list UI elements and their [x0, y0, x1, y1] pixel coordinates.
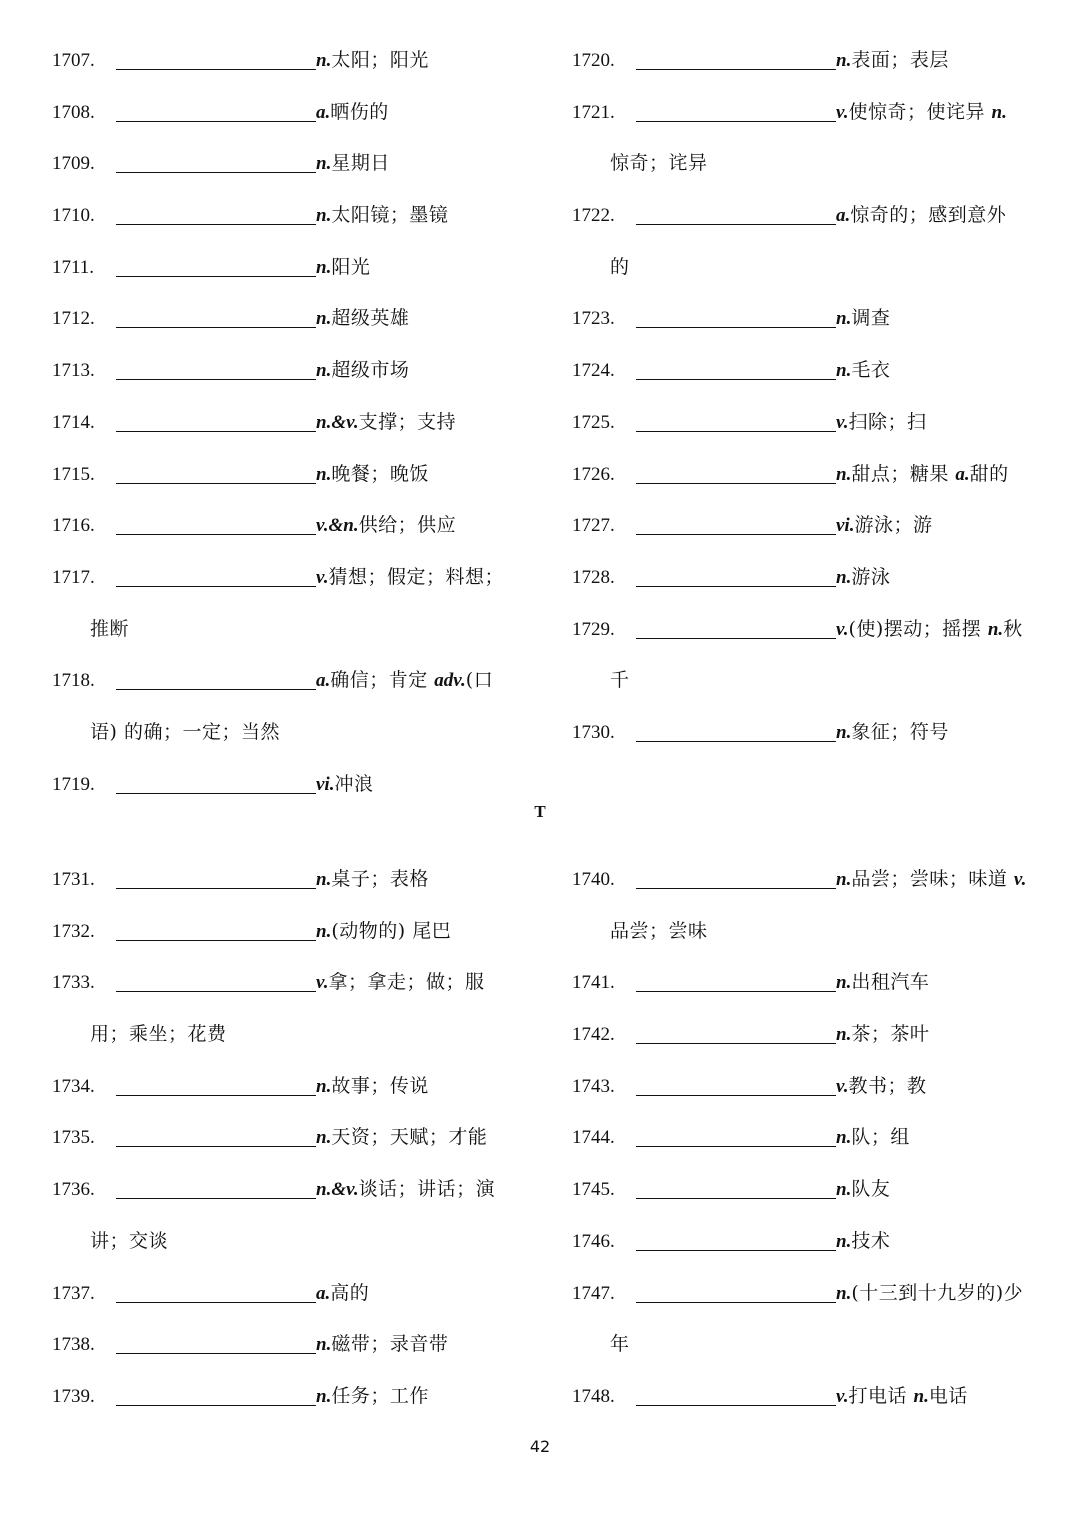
definition: 冲浪	[334, 772, 374, 795]
part-of-speech: a.	[316, 670, 331, 692]
entry-number: 1735.	[52, 1127, 95, 1149]
vocab-entry	[572, 201, 1042, 253]
vocab-entry	[52, 563, 522, 615]
definition: 故事；传说	[331, 1074, 429, 1097]
entry-number: 1740.	[572, 869, 615, 890]
entry-number: 1720.	[572, 50, 615, 71]
part-of-speech: n.	[316, 308, 332, 330]
entry-number: 1721.	[572, 101, 615, 123]
entry-number: 1711.	[52, 256, 95, 278]
answer-blank[interactable]	[636, 1280, 836, 1303]
vocab-entry	[572, 408, 1042, 460]
answer-blank[interactable]	[636, 1021, 836, 1044]
entry-number: 1717.	[52, 566, 95, 588]
entry-number: 1718.	[52, 670, 95, 692]
part-of-speech-2: n.	[991, 101, 1007, 123]
entry-number: 1734.	[52, 1075, 95, 1097]
vocab-entry	[52, 460, 522, 512]
definition: 出租汽车	[851, 971, 930, 994]
part-of-speech: n.	[836, 721, 852, 743]
vocab-entry	[572, 1175, 1042, 1227]
answer-blank[interactable]	[636, 1383, 836, 1406]
vocab-entry	[572, 1227, 1042, 1279]
answer-blank[interactable]	[636, 1228, 836, 1251]
part-of-speech: n.	[316, 1127, 332, 1149]
answer-blank[interactable]	[636, 1124, 836, 1147]
definition: 游泳；游	[854, 514, 933, 537]
definition-2: 甜的	[969, 462, 1009, 485]
definition: 星期日	[331, 152, 390, 175]
entry-continuation	[572, 253, 1042, 305]
answer-blank[interactable]	[116, 969, 316, 992]
entry-number: 1746.	[572, 1230, 615, 1252]
part-of-speech: n.	[836, 869, 852, 890]
part-of-speech: a.	[316, 101, 331, 123]
vocab-entry	[52, 149, 522, 201]
vocab-entry	[572, 968, 1042, 1020]
part-of-speech: n.	[316, 256, 332, 278]
entry-number: 1736.	[52, 1179, 95, 1201]
entry-continuation	[572, 149, 1042, 201]
answer-blank[interactable]	[116, 512, 316, 535]
entry-number: 1723.	[572, 308, 615, 330]
vocab-entry	[52, 511, 522, 563]
definition: 阳光	[331, 255, 371, 278]
vocab-entry	[52, 865, 522, 917]
definition-2: 秋	[1003, 617, 1023, 640]
answer-blank[interactable]	[636, 202, 836, 225]
definition: 表面；表层	[851, 49, 949, 71]
definition: 高的	[330, 1281, 370, 1304]
vocab-entry	[572, 865, 1042, 917]
vocab-entry	[52, 408, 522, 460]
entry-number: 1733.	[52, 972, 95, 994]
vocab-entry	[572, 98, 1042, 150]
definition: 晒伤的	[330, 100, 389, 123]
definition: 确信；肯定	[330, 669, 435, 692]
definition: 桌子；表格	[331, 868, 429, 890]
entry-number: 1745.	[572, 1179, 615, 1201]
entry-number: 1719.	[52, 773, 95, 795]
definition: 惊奇的；感到意外	[850, 204, 1007, 227]
entry-number: 1727.	[572, 515, 615, 537]
vocab-entry	[572, 1279, 1042, 1331]
vocab-entry	[572, 1123, 1042, 1175]
vocab-entry	[52, 304, 522, 356]
left-column	[52, 865, 522, 1434]
part-of-speech: v.	[836, 1385, 849, 1407]
page-number: 42	[529, 1437, 551, 1456]
vocab-entry	[572, 46, 1042, 98]
definition-continuation: 惊奇；诧异	[610, 152, 708, 175]
definition: 超级英雄	[331, 307, 410, 330]
answer-blank[interactable]	[116, 771, 316, 794]
definition: 任务；工作	[331, 1384, 429, 1407]
part-of-speech: n.	[316, 1385, 332, 1407]
part-of-speech: a.	[316, 1282, 331, 1304]
entry-number: 1743.	[572, 1075, 615, 1097]
answer-blank[interactable]	[116, 564, 316, 587]
vocab-entry	[52, 1123, 522, 1175]
entry-number: 1732.	[52, 920, 95, 942]
definition: 拿；拿走；做；服	[328, 971, 485, 994]
vocab-entry	[52, 1175, 522, 1227]
vocab-entry	[52, 356, 522, 408]
definition: 毛衣	[851, 359, 891, 382]
definition: 品尝；尝味；味道	[851, 868, 1014, 890]
entry-number: 1715.	[52, 463, 95, 485]
definition: 调查	[851, 307, 891, 330]
part-of-speech: n.	[316, 1334, 332, 1356]
answer-blank[interactable]	[636, 305, 836, 328]
part-of-speech: v.	[836, 411, 849, 433]
vocab-entry	[572, 1020, 1042, 1072]
answer-blank[interactable]	[636, 1073, 836, 1096]
answer-blank[interactable]	[636, 969, 836, 992]
entry-number: 1729.	[572, 618, 615, 640]
definition: 磁带；录音带	[331, 1333, 449, 1356]
definition-continuation: 的	[610, 255, 630, 278]
part-of-speech: n.	[836, 1179, 852, 1201]
entry-continuation	[52, 718, 522, 770]
entry-continuation	[572, 1330, 1042, 1382]
answer-blank[interactable]	[116, 254, 316, 277]
vocab-entry	[572, 356, 1042, 408]
answer-blank[interactable]	[116, 1176, 316, 1199]
answer-blank[interactable]	[116, 99, 316, 122]
entry-number: 1726.	[572, 463, 615, 485]
part-of-speech: n.	[316, 50, 332, 71]
vocab-entry	[52, 98, 522, 150]
definition-continuation: 年	[610, 1333, 630, 1356]
definition-continuation: 品尝；尝味	[610, 919, 708, 942]
definition: 超级市场	[331, 359, 410, 382]
definition: 晚餐；晚饭	[331, 462, 429, 485]
part-of-speech: v.	[836, 1075, 849, 1097]
answer-blank[interactable]	[636, 409, 836, 432]
definition: 猜想；假定；料想；	[328, 565, 504, 588]
definition: 技术	[851, 1229, 891, 1252]
entry-number: 1714.	[52, 411, 95, 433]
entry-continuation	[52, 1020, 522, 1072]
answer-blank[interactable]	[116, 1383, 316, 1406]
definition: 队友	[851, 1178, 891, 1201]
part-of-speech: n.	[836, 972, 852, 994]
vocab-entry	[52, 1382, 522, 1434]
vocab-entry	[52, 666, 522, 718]
vocab-entry	[572, 511, 1042, 563]
part-of-speech-2: adv.	[434, 670, 466, 692]
vocab-entry	[52, 917, 522, 969]
entry-continuation	[52, 615, 522, 667]
part-of-speech: n.	[316, 153, 332, 175]
definition: 扫除；扫	[848, 410, 927, 433]
entry-number: 1731.	[52, 869, 95, 890]
answer-blank[interactable]	[116, 866, 316, 889]
answer-blank[interactable]	[116, 1331, 316, 1354]
part-of-speech: n.	[836, 1230, 852, 1252]
part-of-speech: n.	[836, 463, 852, 485]
definition: 打电话	[848, 1384, 914, 1407]
vocab-entry	[572, 615, 1042, 667]
part-of-speech: v.	[836, 101, 849, 123]
answer-blank[interactable]	[636, 512, 836, 535]
entry-number: 1748.	[572, 1385, 615, 1407]
answer-blank[interactable]	[636, 47, 836, 70]
entry-number: 1713.	[52, 360, 95, 382]
entry-number: 1739.	[52, 1385, 95, 1407]
part-of-speech: v.	[316, 566, 329, 588]
definition: 太阳；阳光	[331, 49, 429, 71]
entry-number: 1716.	[52, 515, 95, 537]
entry-number: 1728.	[572, 566, 615, 588]
vocab-entry	[572, 718, 1042, 770]
right-column	[572, 46, 1042, 770]
part-of-speech: v.	[316, 972, 329, 994]
vocab-entry	[572, 563, 1042, 615]
part-of-speech: v.	[836, 618, 849, 640]
letter-heading: T	[534, 802, 546, 821]
definition: (动物的) 尾巴	[331, 919, 452, 942]
part-of-speech: vi.	[316, 773, 335, 795]
part-of-speech: n.	[316, 920, 332, 942]
definition: 茶；茶叶	[851, 1023, 930, 1046]
answer-blank[interactable]	[116, 1124, 316, 1147]
definition: 谈话；讲话；演	[358, 1178, 496, 1201]
entry-number: 1712.	[52, 308, 95, 330]
answer-blank[interactable]	[636, 719, 836, 742]
part-of-speech: a.	[836, 205, 851, 227]
definition: 太阳镜；墨镜	[331, 204, 449, 227]
answer-blank[interactable]	[116, 202, 316, 225]
answer-blank[interactable]	[116, 357, 316, 380]
entry-number: 1742.	[572, 1024, 615, 1046]
part-of-speech: n.	[836, 308, 852, 330]
vocab-entry	[572, 1382, 1042, 1434]
definition: 教书；教	[848, 1074, 927, 1097]
entry-number: 1707.	[52, 50, 95, 71]
answer-blank[interactable]	[116, 918, 316, 941]
definition: (使)摆动；摇摆	[848, 617, 988, 640]
definition: 供给；供应	[358, 514, 457, 537]
answer-blank[interactable]	[116, 409, 316, 432]
entry-number: 1737.	[52, 1282, 95, 1304]
definition: 队；组	[851, 1126, 910, 1149]
definition-continuation: 语) 的确；一定；当然	[90, 720, 280, 743]
part-of-speech: n.	[836, 1127, 852, 1149]
entry-number: 1738.	[52, 1334, 95, 1356]
entry-number: 1710.	[52, 205, 95, 227]
vocab-entry	[52, 46, 522, 98]
definition: 使惊奇；使诧异	[848, 100, 992, 123]
right-column	[572, 865, 1042, 1434]
part-of-speech: n.	[836, 50, 852, 71]
part-of-speech: vi.	[836, 515, 855, 537]
part-of-speech-2: a.	[955, 463, 970, 485]
entry-number: 1724.	[572, 360, 615, 382]
answer-blank[interactable]	[636, 1176, 836, 1199]
definition-2: (口	[465, 669, 494, 692]
part-of-speech-2: n.	[987, 618, 1004, 640]
vocab-entry	[572, 304, 1042, 356]
answer-blank[interactable]	[636, 357, 836, 380]
entry-continuation	[52, 1227, 522, 1279]
definition: (十三到十九岁的)少	[851, 1281, 1024, 1304]
part-of-speech: n.	[316, 869, 332, 890]
entry-number: 1730.	[572, 721, 615, 743]
entry-continuation	[572, 917, 1042, 969]
entry-continuation	[572, 666, 1042, 718]
definition: 天资；天赋；才能	[331, 1126, 488, 1149]
vocab-entry	[52, 1330, 522, 1382]
definition: 甜点；糖果	[851, 462, 956, 485]
part-of-speech: n.	[316, 205, 332, 227]
vocab-entry	[52, 1072, 522, 1124]
part-of-speech: n.	[836, 566, 852, 588]
entry-number: 1708.	[52, 101, 95, 123]
answer-blank[interactable]	[636, 866, 836, 889]
part-of-speech: n.	[836, 1024, 852, 1046]
answer-blank[interactable]	[116, 1073, 316, 1096]
answer-blank[interactable]	[636, 616, 836, 639]
entry-number: 1725.	[572, 411, 615, 433]
entry-number: 1747.	[572, 1282, 615, 1304]
definition-continuation: 用；乘坐；花费	[90, 1023, 227, 1046]
definition-continuation: 讲；交谈	[90, 1229, 169, 1252]
part-of-speech: n.	[316, 1075, 332, 1097]
definition: 象征；符号	[851, 720, 949, 743]
entry-number: 1709.	[52, 153, 95, 175]
vocab-entry	[52, 201, 522, 253]
definition-2: 电话	[928, 1384, 968, 1407]
answer-blank[interactable]	[636, 461, 836, 484]
left-column	[52, 46, 522, 821]
entry-number: 1741.	[572, 972, 615, 994]
vocab-entry	[52, 1279, 522, 1331]
answer-blank[interactable]	[636, 99, 836, 122]
vocab-entry	[572, 1072, 1042, 1124]
vocab-entry	[52, 253, 522, 305]
answer-blank[interactable]	[116, 47, 316, 70]
answer-blank[interactable]	[636, 564, 836, 587]
part-of-speech-2: v.	[1013, 869, 1027, 890]
vocab-entry	[572, 460, 1042, 512]
part-of-speech: n.	[836, 360, 852, 382]
definition: 支撑；支持	[358, 410, 457, 433]
answer-blank[interactable]	[116, 1280, 316, 1303]
answer-blank[interactable]	[116, 461, 316, 484]
definition-continuation: 推断	[90, 617, 130, 640]
answer-blank[interactable]	[116, 150, 316, 173]
definition: 游泳	[851, 565, 891, 588]
entry-number: 1744.	[572, 1127, 615, 1149]
definition-continuation: 千	[610, 669, 630, 692]
part-of-speech: n.&v.	[316, 411, 359, 433]
answer-blank[interactable]	[116, 667, 316, 690]
part-of-speech: n.	[316, 360, 332, 382]
entry-number: 1722.	[572, 205, 615, 227]
part-of-speech: n.	[836, 1282, 852, 1304]
part-of-speech: n.&v.	[316, 1179, 359, 1201]
part-of-speech: n.	[316, 463, 332, 485]
vocab-entry	[52, 968, 522, 1020]
part-of-speech-2: n.	[913, 1385, 929, 1407]
part-of-speech: v.&n.	[316, 515, 359, 537]
answer-blank[interactable]	[116, 305, 316, 328]
